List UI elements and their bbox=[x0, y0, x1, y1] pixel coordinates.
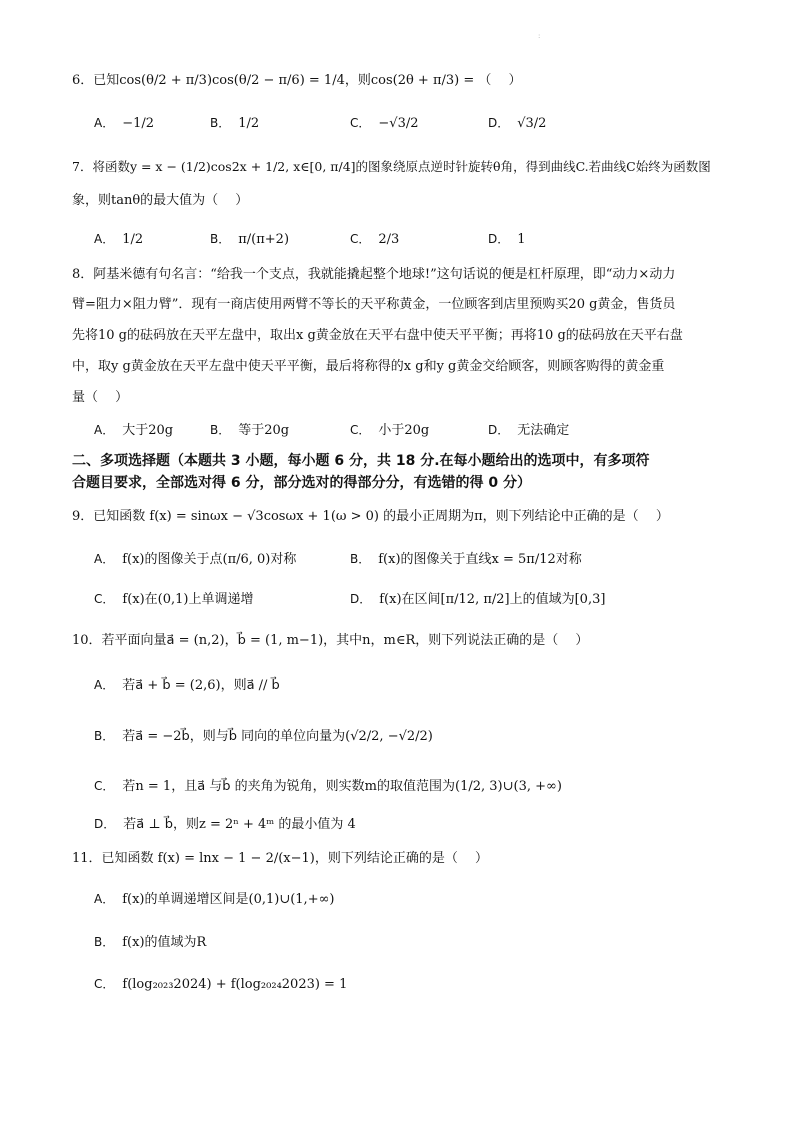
question-10-option-d bbox=[94, 815, 356, 834]
option-label: C． bbox=[94, 779, 115, 793]
question-7-option-d bbox=[488, 230, 526, 249]
question-11-option-c bbox=[94, 975, 347, 994]
question-11-stem: 11．已知函数 f(x) = lnx − 1 − 2/(x−1)，则下列结论正确的是（ ） bbox=[72, 851, 488, 866]
section-2-heading-line-2: 合题目要求，全部选对得 6 分，部分选对的得部分分，有选错的得 0 分） bbox=[72, 475, 531, 491]
question-10-option-a bbox=[94, 676, 280, 695]
option-label: D． bbox=[488, 116, 510, 130]
option-text: f(x)在(0,1)上单调递增 bbox=[122, 592, 254, 607]
question-6-stem: 6．已知cos(θ/2 + π/3)cos(θ/2 − π/6) = 1/4，则cos(2θ + π/3) = （ ） bbox=[72, 73, 522, 88]
question-6-option-b bbox=[210, 114, 259, 133]
option-text: f(x)的单调递增区间是(0,1)∪(1,+∞) bbox=[122, 892, 335, 907]
section-2-heading-line-1: 二、多项选择题（本题共 3 小题，每小题 6 分，共 18 分.在每小题给出的选项中，有多项符 bbox=[72, 453, 650, 469]
option-text: 1 bbox=[517, 232, 526, 247]
option-text: 若a⃗ + b⃗ = (2,6)，则a⃗ // b⃗ bbox=[122, 678, 280, 693]
question-9-option-a bbox=[94, 550, 296, 569]
question-8-line-1: 8．阿基米德有句名言：“给我一个支点，我就能撬起整个地球!”这句话说的便是杠杆原理，即“动力×动力 bbox=[72, 267, 676, 282]
option-text: f(x)的图像关于直线x = 5π/12对称 bbox=[378, 552, 582, 567]
option-text: f(log₂₀₂₃2024) + f(log₂₀₂₄2023) = 1 bbox=[122, 977, 348, 992]
option-text: f(x)的值域为R bbox=[122, 935, 207, 950]
option-label: A． bbox=[94, 423, 115, 437]
question-10-stem: 10．若平面向量a⃗ = (n,2)，b⃗ = (1, m−1)，其中n，m∈R，则下列说法正确的是（ ） bbox=[72, 633, 589, 648]
question-8-line-4: 中，取y g黄金放在天平左盘中使天平平衡，最后将称得的x g和y g黄金交给顾客，则顾客购得的黄金重 bbox=[72, 359, 665, 374]
question-9-option-b bbox=[350, 550, 582, 569]
option-text: √3/2 bbox=[517, 116, 547, 131]
header-mark: : bbox=[538, 32, 541, 40]
question-8-line-2: 臂=阻力×阻力臂”．现有一商店使用两臂不等长的天平称黄金，一位顾客到店里预购买20 g黄金，售货员 bbox=[72, 297, 676, 312]
question-10-option-c bbox=[94, 777, 562, 796]
option-label: D． bbox=[350, 592, 372, 606]
question-8-option-d bbox=[488, 421, 569, 440]
option-label: D． bbox=[488, 232, 510, 246]
option-label: B． bbox=[210, 232, 231, 246]
question-9-option-d bbox=[350, 590, 605, 609]
question-8-option-a bbox=[94, 421, 173, 440]
option-text: −1/2 bbox=[122, 116, 155, 131]
question-11-option-a bbox=[94, 890, 335, 909]
option-label: C． bbox=[94, 592, 115, 606]
option-text: 无法确定 bbox=[517, 423, 570, 438]
option-label: B． bbox=[210, 116, 231, 130]
option-label: A． bbox=[94, 116, 115, 130]
option-text: f(x)的图像关于点(π/6, 0)对称 bbox=[122, 552, 297, 567]
question-7-stem-line-2: 象，则tanθ的最大值为（ ） bbox=[72, 193, 249, 208]
option-label: A． bbox=[94, 552, 115, 566]
option-text: −√3/2 bbox=[378, 116, 419, 131]
option-label: B． bbox=[210, 423, 231, 437]
option-text: 等于20g bbox=[238, 423, 290, 438]
option-label: A． bbox=[94, 892, 115, 906]
question-8-option-c bbox=[350, 421, 429, 440]
question-9-stem: 9．已知函数 f(x) = sinωx − √3cosωx + 1(ω > 0) 的最小正周期为π，则下列结论中正确的是（ ） bbox=[72, 509, 669, 524]
question-6-option-c bbox=[350, 114, 419, 133]
question-7-option-c bbox=[350, 230, 399, 249]
option-text: 2/3 bbox=[378, 232, 400, 247]
question-9-option-c bbox=[94, 590, 254, 609]
question-8-option-b bbox=[210, 421, 289, 440]
option-label: B． bbox=[350, 552, 371, 566]
option-label: C． bbox=[350, 116, 371, 130]
question-11-option-b bbox=[94, 933, 206, 952]
option-label: C． bbox=[350, 232, 371, 246]
option-text: 若a⃗ = −2b⃗，则与b⃗ 同向的单位向量为(√2/2, −√2/2) bbox=[122, 729, 433, 744]
option-label: B． bbox=[94, 935, 115, 949]
option-text: 1/2 bbox=[238, 116, 260, 131]
option-label: D． bbox=[94, 817, 116, 831]
option-label: C． bbox=[350, 423, 371, 437]
option-text: 大于20g bbox=[122, 423, 174, 438]
option-text: 小于20g bbox=[378, 423, 430, 438]
option-text: π/(π+2) bbox=[238, 232, 290, 247]
question-8-line-3: 先将10 g的砝码放在天平左盘中，取出x g黄金放在天平右盘中使天平平衡；再将10 g的砝码放在天平右盘 bbox=[72, 328, 683, 343]
question-7-option-a bbox=[94, 230, 143, 249]
question-7-option-b bbox=[210, 230, 289, 249]
question-10-option-b bbox=[94, 727, 433, 746]
question-8-line-5: 量（ ） bbox=[72, 390, 129, 405]
option-label: A． bbox=[94, 232, 115, 246]
question-7-stem-line-1: 7．将函数y = x − (1/2)cos2x + 1/2, x∈[0, π/4]的图象绕原点逆时针旋转θ角，得到曲线C.若曲线C始终为函数图 bbox=[72, 159, 711, 174]
option-label: D． bbox=[488, 423, 510, 437]
option-label: B． bbox=[94, 729, 115, 743]
option-label: C． bbox=[94, 977, 115, 991]
question-6-option-d bbox=[488, 114, 546, 133]
option-text: 若a⃗ ⊥ b⃗，则z = 2ⁿ + 4ᵐ 的最小值为 4 bbox=[123, 817, 356, 832]
option-label: A． bbox=[94, 678, 115, 692]
option-text: f(x)在区间[π/12, π/2]上的值域为[0,3] bbox=[379, 592, 606, 607]
question-6-option-a bbox=[94, 114, 154, 133]
option-text: 1/2 bbox=[122, 232, 144, 247]
option-text: 若n = 1，且a⃗ 与b⃗ 的夹角为锐角，则实数m的取值范围为(1/2, 3)∪(3, +∞) bbox=[122, 779, 562, 794]
